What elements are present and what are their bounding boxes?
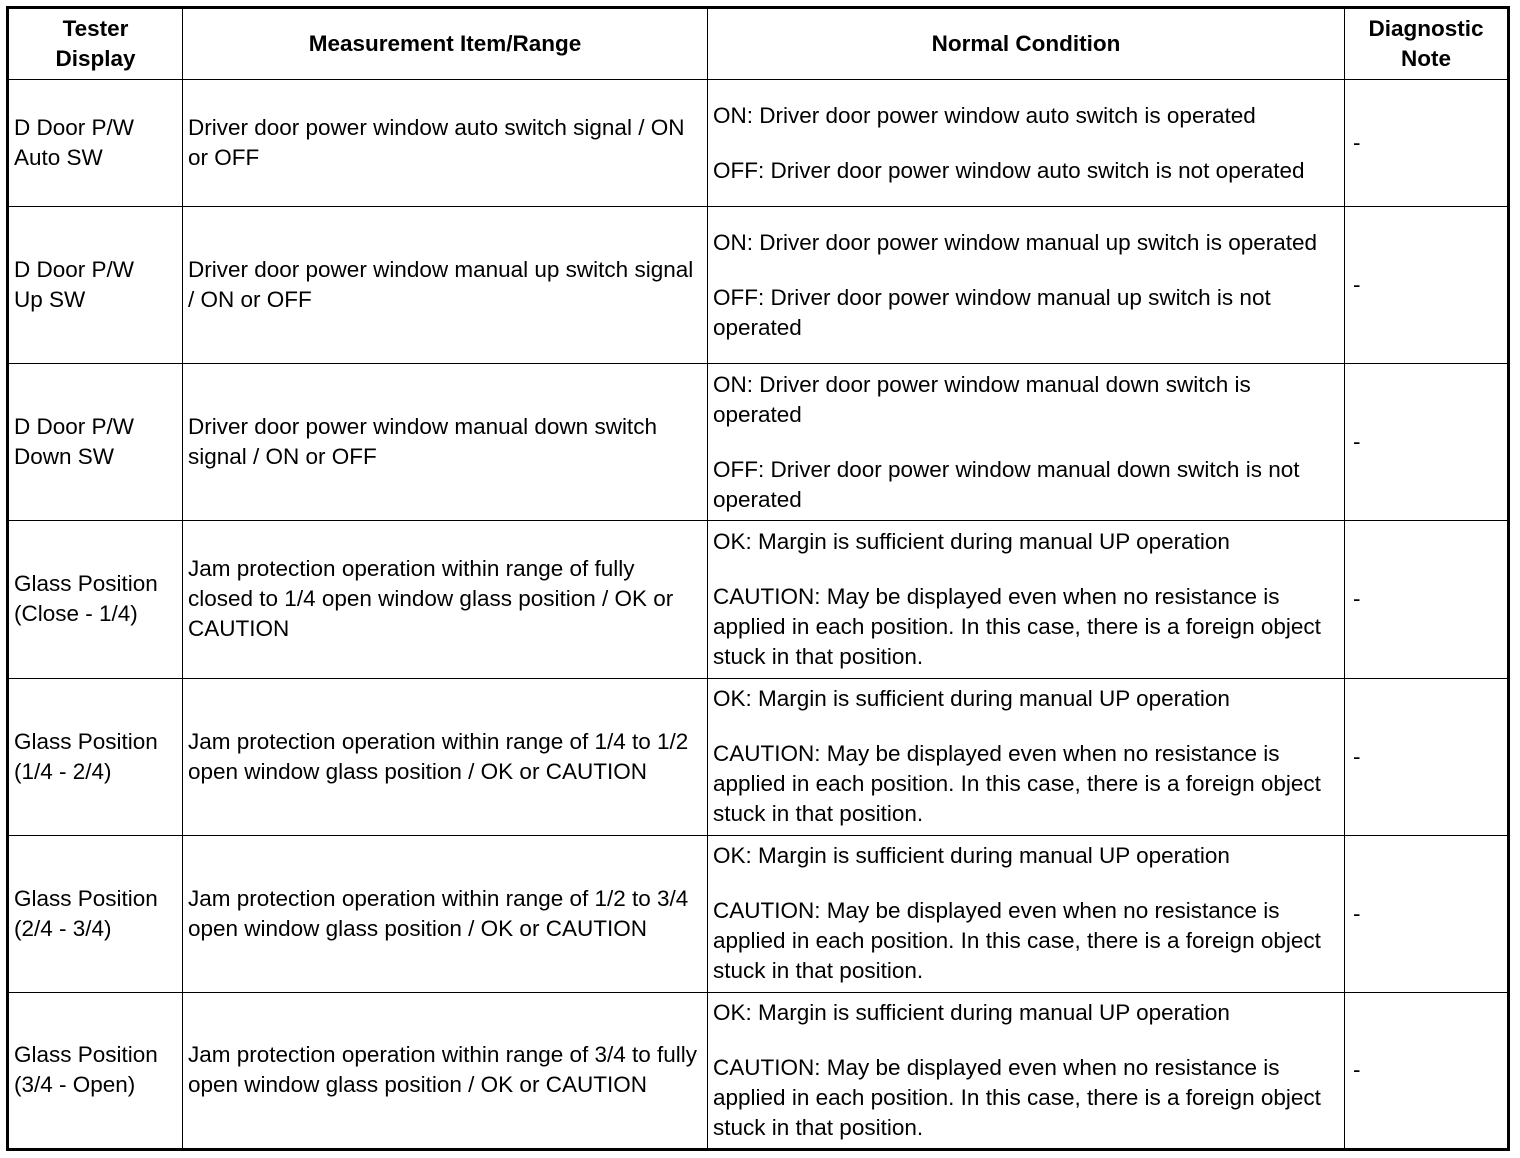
tester-display-cell <box>8 678 183 835</box>
display-line-2: (1/4 - 2/4) <box>14 758 112 784</box>
table-row <box>8 80 1509 207</box>
display-line-1: D Door P/W <box>14 257 135 283</box>
condition-on: ON: Driver door power window auto switch is operated <box>713 102 1256 128</box>
display-line-2: (2/4 - 3/4) <box>14 915 112 941</box>
condition-ok: OK: Margin is sufficient during manual UP operation <box>713 999 1230 1025</box>
normal-condition-cell <box>708 521 1345 678</box>
table-header <box>8 8 1509 80</box>
header-tester-display-line-2: Display <box>55 46 136 71</box>
normal-condition-cell <box>708 835 1345 992</box>
condition-off: OFF: Driver door power window manual up switch is not operated <box>713 284 1271 340</box>
normal-condition-cell <box>708 678 1345 835</box>
tester-display-cell <box>8 521 183 678</box>
header-tester-display-line-1: Tester <box>62 16 129 41</box>
condition-on: ON: Driver door power window manual up switch is operated <box>713 229 1318 255</box>
display-line-1: Glass Position <box>14 571 158 597</box>
table-body <box>8 80 1509 1150</box>
display-line-1: D Door P/W <box>14 115 135 141</box>
measurement-cell: Driver door power window auto switch signal / ON or OFF <box>183 80 708 207</box>
diagnostic-note-cell: - <box>1345 207 1509 364</box>
display-line-2: (3/4 - Open) <box>14 1072 136 1098</box>
normal-condition-cell <box>708 992 1345 1149</box>
diagnostic-note-cell: - <box>1345 80 1509 207</box>
condition-ok: OK: Margin is sufficient during manual UP operation <box>713 843 1230 869</box>
condition-caution: CAUTION: May be displayed even when no resistance is applied in each position. In this case, there is a foreign object stuck in that position. <box>713 741 1321 827</box>
tester-display-cell <box>8 992 183 1149</box>
header-diagnostic-note <box>1345 8 1509 80</box>
display-line-2: Auto SW <box>14 145 103 171</box>
display-line-1: D Door P/W <box>14 414 135 440</box>
condition-off: OFF: Driver door power window manual down switch is not operated <box>713 456 1300 512</box>
table-row <box>8 521 1509 678</box>
diagnostic-note-cell: - <box>1345 521 1509 678</box>
diagnostic-note-cell: - <box>1345 678 1509 835</box>
condition-caution: CAUTION: May be displayed even when no resistance is applied in each position. In this case, there is a foreign object stuck in that position. <box>713 898 1321 984</box>
display-line-1: Glass Position <box>14 728 158 754</box>
measurement-cell: Jam protection operation within range of 3/4 to fully open window glass position / OK or CAUTION <box>183 992 708 1149</box>
header-measurement: Measurement Item/Range <box>183 8 708 80</box>
condition-on: ON: Driver door power window manual down switch is operated <box>713 371 1251 427</box>
header-tester-display <box>8 8 183 80</box>
condition-ok: OK: Margin is sufficient during manual UP operation <box>713 528 1230 554</box>
display-line-2: (Close - 1/4) <box>14 601 138 627</box>
table-row <box>8 364 1509 521</box>
diagnostic-note-cell: - <box>1345 835 1509 992</box>
table-row <box>8 678 1509 835</box>
tester-display-cell <box>8 835 183 992</box>
measurement-cell: Driver door power window manual down switch signal / ON or OFF <box>183 364 708 521</box>
measurement-cell: Driver door power window manual up switch signal / ON or OFF <box>183 207 708 364</box>
display-line-1: Glass Position <box>14 885 158 911</box>
condition-ok: OK: Margin is sufficient during manual UP operation <box>713 686 1230 712</box>
table-row <box>8 992 1509 1149</box>
condition-caution: CAUTION: May be displayed even when no resistance is applied in each position. In this case, there is a foreign object stuck in that position. <box>713 583 1321 669</box>
measurement-cell: Jam protection operation within range of 1/4 to 1/2 open window glass position / OK or CAUTION <box>183 678 708 835</box>
condition-off: OFF: Driver door power window auto switch is not operated <box>713 157 1305 183</box>
condition-caution: CAUTION: May be displayed even when no resistance is applied in each position. In this case, there is a foreign object stuck in that position. <box>713 1054 1321 1140</box>
header-diagnostic-note-line-2: Note <box>1401 46 1451 71</box>
tester-display-cell <box>8 80 183 207</box>
normal-condition-cell <box>708 207 1345 364</box>
diagnostic-note-cell: - <box>1345 364 1509 521</box>
header-normal-condition: Normal Condition <box>708 8 1345 80</box>
header-row <box>8 8 1509 80</box>
normal-condition-cell <box>708 80 1345 207</box>
display-line-2: Down SW <box>14 444 115 470</box>
tester-display-cell <box>8 207 183 364</box>
diagnostic-note-cell: - <box>1345 992 1509 1149</box>
diagnostic-data-table <box>6 6 1510 1151</box>
measurement-cell: Jam protection operation within range of 1/2 to 3/4 open window glass position / OK or CAUTION <box>183 835 708 992</box>
normal-condition-cell <box>708 364 1345 521</box>
table-row <box>8 207 1509 364</box>
tester-display-cell <box>8 364 183 521</box>
header-diagnostic-note-line-1: Diagnostic <box>1368 16 1484 41</box>
table-row <box>8 835 1509 992</box>
display-line-2: Up SW <box>14 287 86 313</box>
measurement-cell: Jam protection operation within range of fully closed to 1/4 open window glass position / OK or CAUTION <box>183 521 708 678</box>
display-line-1: Glass Position <box>14 1042 158 1068</box>
